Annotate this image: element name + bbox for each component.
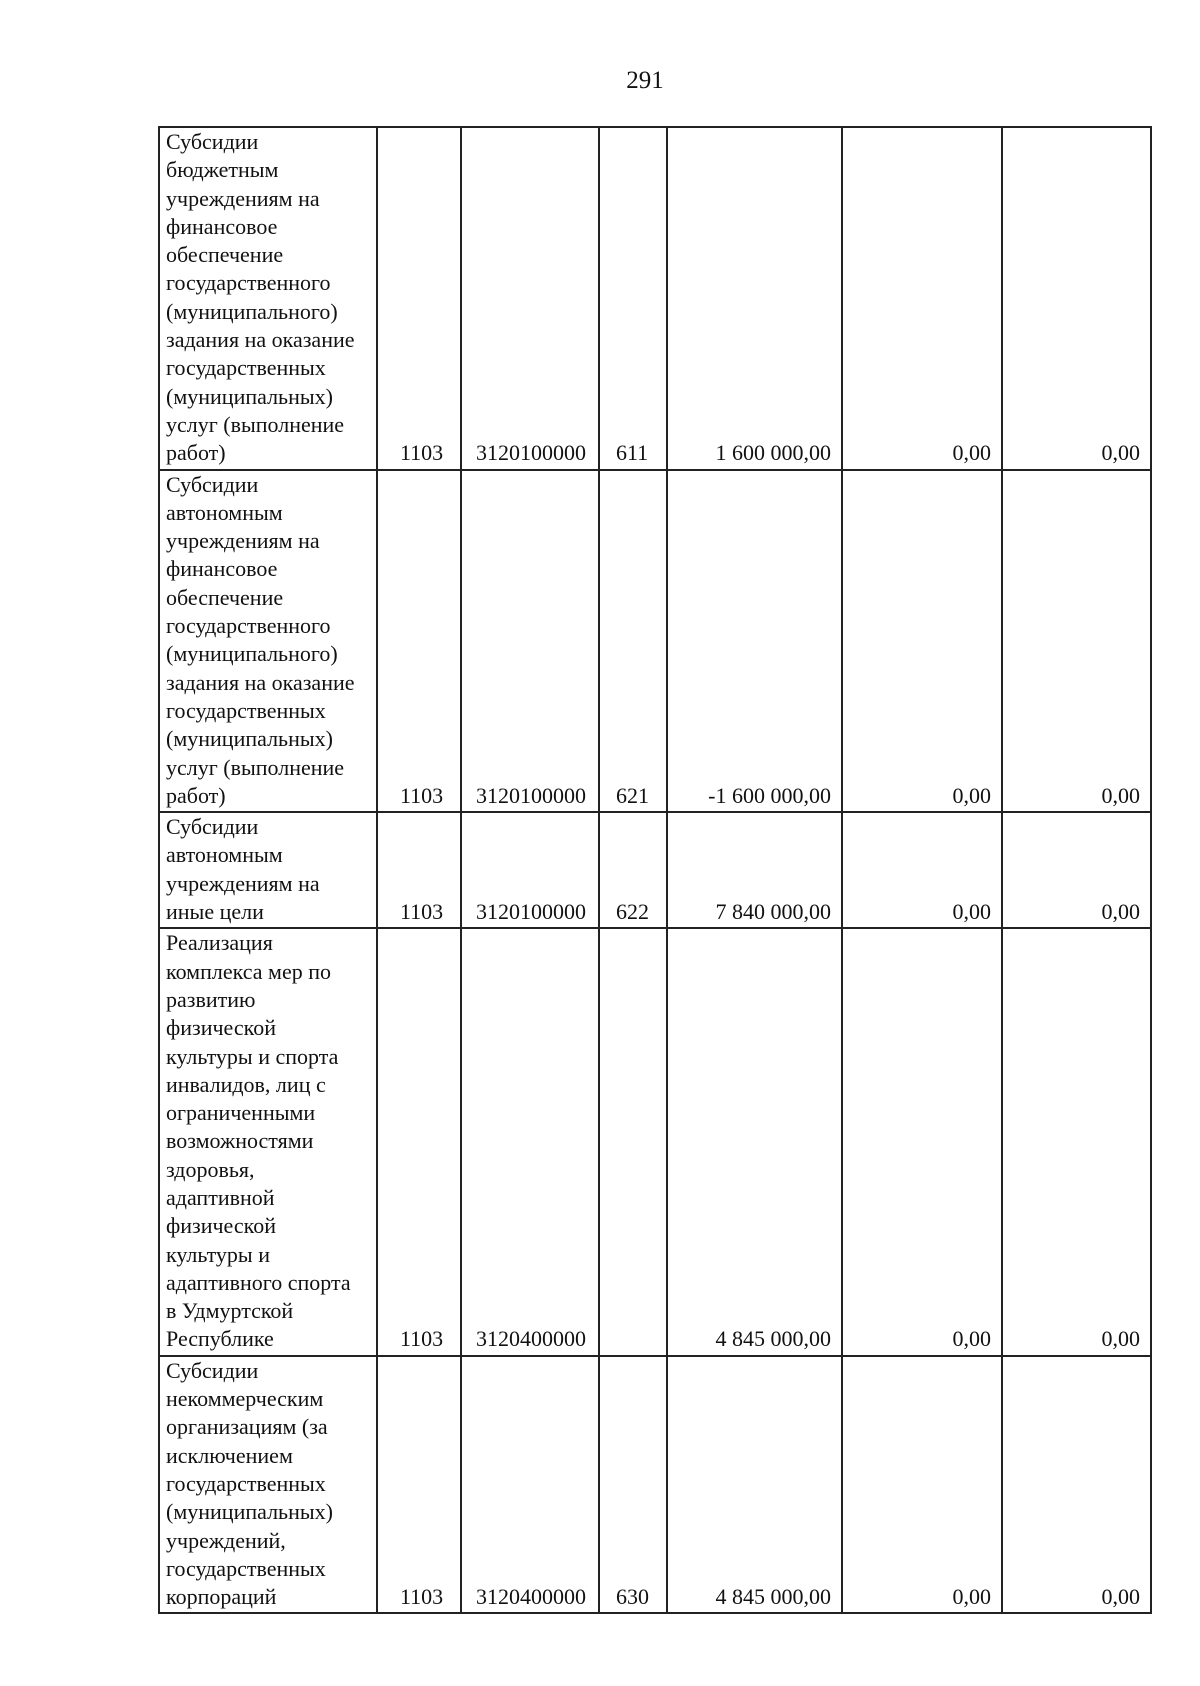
description-line: обеспечение bbox=[166, 584, 284, 610]
expense-kind-cell: 630 bbox=[599, 1356, 667, 1614]
description-line: физической bbox=[166, 1213, 276, 1239]
description-line: учреждений, bbox=[166, 1527, 286, 1553]
description-line: (муниципальных) bbox=[166, 726, 333, 752]
table-row bbox=[159, 1356, 1151, 1614]
description-line: учреждениям на bbox=[166, 528, 320, 554]
description-line: адаптивного спорта bbox=[166, 1269, 351, 1295]
description-line: (муниципального) bbox=[166, 298, 338, 324]
description-line: работ) bbox=[166, 440, 226, 466]
target-article-cell: 3120100000 bbox=[461, 470, 599, 813]
description-line: Субсидии bbox=[166, 1357, 259, 1383]
description-line: организациям (за bbox=[166, 1414, 328, 1440]
table-body bbox=[159, 127, 1151, 1613]
description-line: государственных bbox=[166, 355, 326, 381]
target-article-cell: 3120100000 bbox=[461, 127, 599, 470]
description-line: обеспечение bbox=[166, 242, 284, 268]
amount-cell: 0,00 bbox=[842, 470, 1002, 813]
table-row bbox=[159, 470, 1151, 813]
description-line: задания на оказание bbox=[166, 327, 355, 353]
description-line: учреждениям на bbox=[166, 185, 320, 211]
description-line: исключением bbox=[166, 1442, 293, 1468]
amount-cell: 0,00 bbox=[1002, 1356, 1151, 1614]
amount-cell: 0,00 bbox=[1002, 127, 1151, 470]
description-line: задания на оказание bbox=[166, 669, 355, 695]
table-row bbox=[159, 812, 1151, 928]
description-line: культуры и bbox=[166, 1241, 270, 1267]
expense-kind-cell: 611 bbox=[599, 127, 667, 470]
section-code-cell: 1103 bbox=[377, 928, 461, 1355]
section-code-cell: 1103 bbox=[377, 127, 461, 470]
description-line: автономным bbox=[166, 842, 283, 868]
amount-cell: -1 600 000,00 bbox=[667, 470, 842, 813]
page-number: 291 bbox=[626, 67, 664, 94]
description-line: Реализация bbox=[166, 930, 273, 956]
description-line: адаптивной bbox=[166, 1184, 275, 1210]
amount-cell: 0,00 bbox=[842, 928, 1002, 1355]
description-cell bbox=[159, 812, 377, 928]
description-line: развитию bbox=[166, 986, 256, 1012]
description-line: в Удмуртской bbox=[166, 1298, 294, 1324]
table-row bbox=[159, 928, 1151, 1355]
description-line: государственного bbox=[166, 613, 331, 639]
amount-cell: 4 845 000,00 bbox=[667, 1356, 842, 1614]
amount-cell: 0,00 bbox=[842, 127, 1002, 470]
description-line: Субсидии bbox=[166, 814, 259, 840]
target-article-cell: 3120100000 bbox=[461, 812, 599, 928]
table-row bbox=[159, 127, 1151, 470]
description-line: культуры и спорта bbox=[166, 1043, 339, 1069]
description-line: бюджетным bbox=[166, 157, 279, 183]
description-line: ограниченными bbox=[166, 1100, 316, 1126]
description-line: государственных bbox=[166, 1555, 326, 1581]
description-line: корпораций bbox=[166, 1584, 277, 1610]
description-line: здоровья, bbox=[166, 1156, 255, 1182]
expense-kind-cell: 622 bbox=[599, 812, 667, 928]
description-line: возможностями bbox=[166, 1128, 314, 1154]
expense-kind-cell bbox=[599, 928, 667, 1355]
description-line: Субсидии bbox=[166, 471, 259, 497]
description-line: (муниципальных) bbox=[166, 383, 333, 409]
description-line: автономным bbox=[166, 499, 283, 525]
description-line: комплекса мер по bbox=[166, 958, 331, 984]
amount-cell: 0,00 bbox=[1002, 812, 1151, 928]
description-line: работ) bbox=[166, 782, 226, 808]
amount-cell: 7 840 000,00 bbox=[667, 812, 842, 928]
amount-cell: 0,00 bbox=[1002, 928, 1151, 1355]
amount-cell: 0,00 bbox=[842, 1356, 1002, 1614]
description-line: государственного bbox=[166, 270, 331, 296]
budget-table bbox=[158, 126, 1152, 1614]
description-line: некоммерческим bbox=[166, 1386, 324, 1412]
description-line: инвалидов, лиц с bbox=[166, 1071, 326, 1097]
description-cell bbox=[159, 1356, 377, 1614]
amount-cell: 0,00 bbox=[842, 812, 1002, 928]
description-line: иные цели bbox=[166, 899, 264, 925]
description-line: (муниципальных) bbox=[166, 1499, 333, 1525]
section-code-cell: 1103 bbox=[377, 812, 461, 928]
section-code-cell: 1103 bbox=[377, 1356, 461, 1614]
description-line: государственных bbox=[166, 1470, 326, 1496]
description-line: государственных bbox=[166, 697, 326, 723]
description-line: учреждениям на bbox=[166, 870, 320, 896]
description-line: физической bbox=[166, 1015, 276, 1041]
target-article-cell: 3120400000 bbox=[461, 1356, 599, 1614]
description-line: услуг (выполнение bbox=[166, 754, 345, 780]
description-line: Республике bbox=[166, 1326, 274, 1352]
expense-kind-cell: 621 bbox=[599, 470, 667, 813]
target-article-cell: 3120400000 bbox=[461, 928, 599, 1355]
description-line: услуг (выполнение bbox=[166, 411, 345, 437]
description-cell bbox=[159, 470, 377, 813]
description-line: финансовое bbox=[166, 213, 278, 239]
description-line: (муниципального) bbox=[166, 641, 338, 667]
description-cell bbox=[159, 928, 377, 1355]
amount-cell: 1 600 000,00 bbox=[667, 127, 842, 470]
amount-cell: 4 845 000,00 bbox=[667, 928, 842, 1355]
description-line: Субсидии bbox=[166, 129, 259, 154]
description-line: финансовое bbox=[166, 556, 278, 582]
amount-cell: 0,00 bbox=[1002, 470, 1151, 813]
description-cell bbox=[159, 127, 377, 470]
section-code-cell: 1103 bbox=[377, 470, 461, 813]
